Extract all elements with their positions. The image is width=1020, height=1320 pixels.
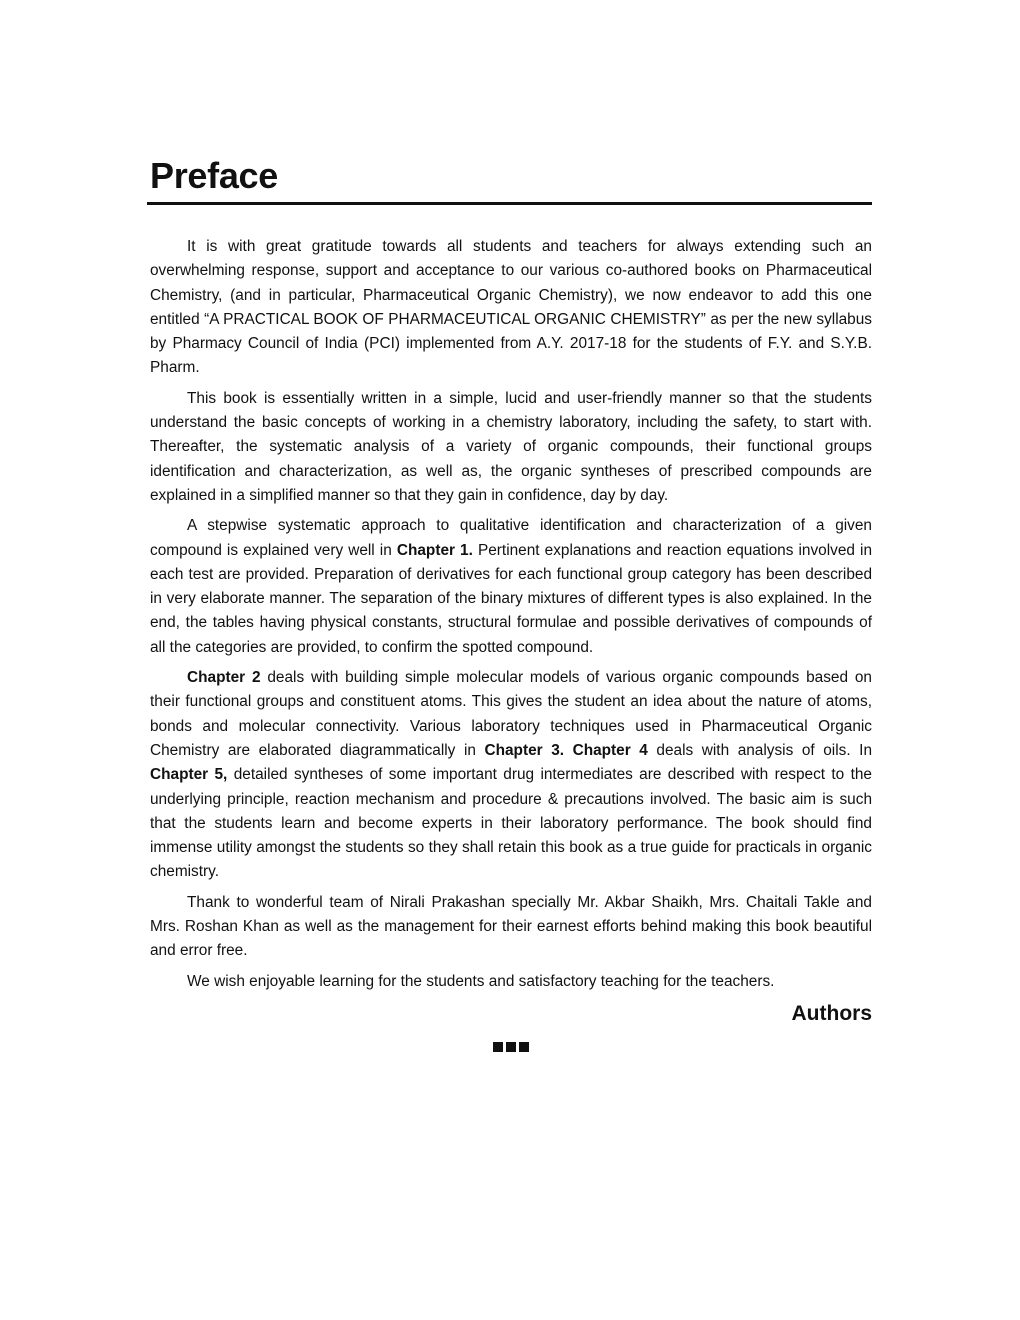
paragraph-3 xyxy=(150,514,872,660)
paragraph-4-text-d: deals with analysis of oils. In xyxy=(647,741,873,759)
paragraph-2-text: This book is essentially written in a simple, lucid and user-friendly manner so that the students understand the basic concepts of working in a chemistry laboratory, including the safety, to start with. Thereafter, the systematic analysis of a variety of organic compounds, their functional groups identification and characterization, as well as, the organic syntheses of prescribed compounds are explained in a simplified manner so that they gain in confidence, day by day. xyxy=(150,389,872,504)
chapter-3-4-ref: Chapter 3. Chapter 4 xyxy=(484,741,648,759)
paragraph-4-text-f: detailed syntheses of some important drug intermediates are described with respect to the underlying principle, reaction mechanism and procedure & precautions involved. The basic aim is such that the students learn and become experts in their laboratory performance. The book should find immense utility amongst the students so they shall retain this book as a true guide for practicals in organic chemistry. xyxy=(150,766,872,881)
authors-signature: Authors xyxy=(791,1001,872,1025)
preface-page xyxy=(150,150,872,1052)
paragraph-4 xyxy=(150,666,872,885)
end-square-2 xyxy=(506,1042,516,1052)
paragraph-6-text: We wish enjoyable learning for the students and satisfactory teaching for the teachers. xyxy=(187,972,775,990)
title-underline xyxy=(147,202,872,205)
chapter-1-ref: Chapter 1. xyxy=(396,541,473,559)
paragraph-2 xyxy=(150,387,872,508)
page-title: Preface xyxy=(150,155,278,196)
end-mark-icon xyxy=(150,1042,872,1052)
end-square-1 xyxy=(493,1042,503,1052)
paragraph-3-text-a: A stepwise systematic approach to qualitative identification and characterization of a given compound is explained very well in xyxy=(150,517,872,559)
end-square-3 xyxy=(519,1042,529,1052)
paragraph-5 xyxy=(150,891,872,964)
paragraph-6 xyxy=(150,970,872,994)
preface-body xyxy=(150,235,872,994)
chapter-2-ref: Chapter 2 xyxy=(187,669,261,687)
paragraph-4-text-b: deals with building simple molecular models of various organic compounds based on their functional groups and constituent atoms. This gives the student an idea about the nature of atoms, bonds and molecular connectivity. Various laboratory techniques used in Pharmaceutical Organic Chemistry are elaborated diagrammatically in xyxy=(150,669,872,759)
chapter-5-ref: Chapter 5, xyxy=(150,766,228,784)
paragraph-3-text-c: Pertinent explanations and reaction equations involved in each test are provided. Preparation of derivatives for each functional group category has been described in very elaborate manner. The separation of the binary mixtures of different types is also explained. In the end, the tables having physical constants, structural formulae and possible derivatives of compounds of all the categories are provided, to confirm the spotted compound. xyxy=(150,541,873,656)
paragraph-1-text: It is with great gratitude towards all students and teachers for always extending such an overwhelming response, support and acceptance to our various co-authored books on Pharmaceutical Chemistry, (and in particular, Pharmaceutical Organic Chemistry), we now endeavor to add this one entitled “A PRACTICAL BOOK OF PHARMACEUTICAL ORGANIC CHEMISTRY” as per the new syllabus by Pharmacy Council of India (PCI) implemented from A.Y. 2017-18 for the students of F.Y. and S.Y.B. Pharm. xyxy=(150,238,872,377)
paragraph-1 xyxy=(150,235,872,381)
paragraph-5-text: Thank to wonderful team of Nirali Prakashan specially Mr. Akbar Shaikh, Mrs. Chaitali Takle and Mrs. Roshan Khan as well as the management for their earnest efforts behind making this book beautiful and error free. xyxy=(150,893,872,960)
